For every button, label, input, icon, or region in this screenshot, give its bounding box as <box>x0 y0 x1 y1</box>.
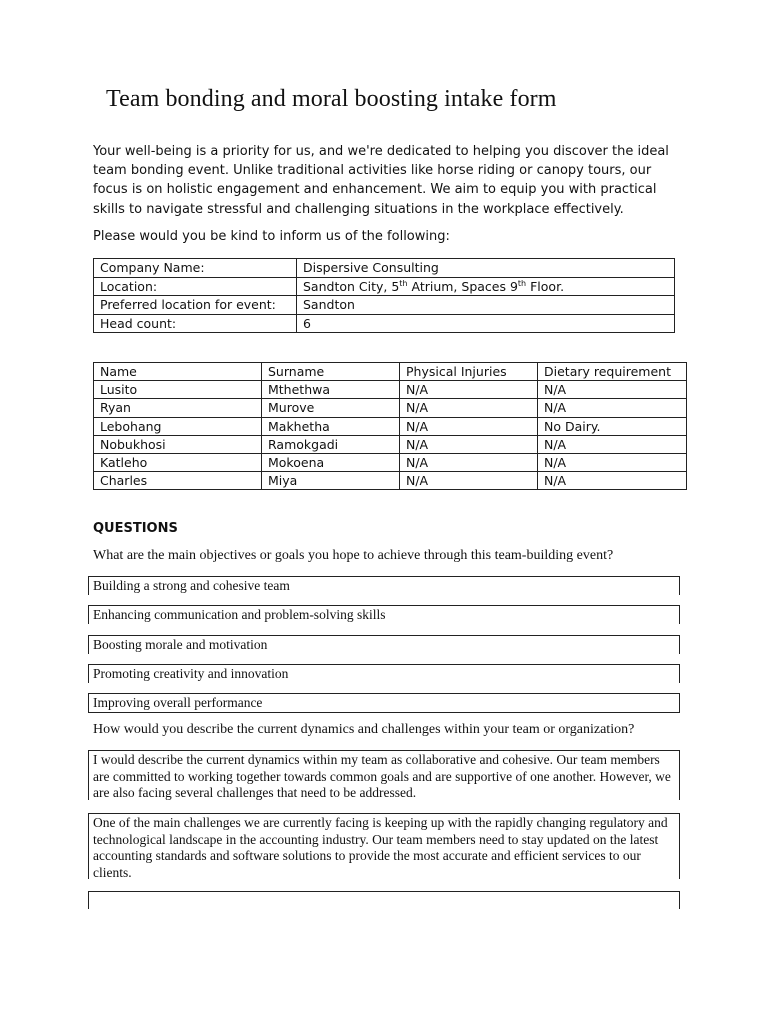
cell-injuries[interactable]: N/A <box>400 381 538 399</box>
cell-surname[interactable]: Ramokgadi <box>262 435 400 453</box>
location-text-b: Atrium, Spaces 9 <box>407 278 518 294</box>
table-row <box>94 472 687 490</box>
cell-dietary[interactable]: N/A <box>538 435 687 453</box>
dynamics-answer-box[interactable] <box>88 891 680 909</box>
question-objectives: What are the main objectives or goals you hope to achieve through this team-building event? <box>93 548 614 563</box>
cell-name[interactable]: Katleho <box>94 453 262 471</box>
cell-name[interactable]: Charles <box>94 472 262 490</box>
table-row <box>94 453 687 471</box>
dynamics-answer-box[interactable]: I would describe the current dynamics within my team as collaborative and cohesive. Our team members are committed to working together towards common goals and are supportive of one another. However, we are also facing several challenges that need to be addressed. <box>88 750 680 800</box>
table-row <box>94 417 687 435</box>
company-name-label: Company Name: <box>94 259 297 278</box>
table-header-row <box>94 363 687 381</box>
cell-dietary[interactable]: No Dairy. <box>538 417 687 435</box>
objective-answer-box[interactable]: Promoting creativity and innovation <box>88 664 680 683</box>
table-row <box>94 435 687 453</box>
attendees-table <box>93 362 687 490</box>
location-value[interactable] <box>297 277 675 296</box>
cell-name[interactable]: Lusito <box>94 381 262 399</box>
objective-answer-box[interactable]: Enhancing communication and problem-solving skills <box>88 605 680 624</box>
cell-name[interactable]: Lebohang <box>94 417 262 435</box>
table-row <box>94 381 687 399</box>
info-prompt: Please would you be kind to inform us of the following: <box>93 229 450 244</box>
form-title: Team bonding and moral boosting intake form <box>106 86 557 112</box>
objective-answer-box[interactable]: Building a strong and cohesive team <box>88 576 680 595</box>
objective-answer-box[interactable]: Boosting morale and motivation <box>88 635 680 654</box>
location-text-a: Sandton City, 5 <box>303 278 400 294</box>
cell-injuries[interactable]: N/A <box>400 417 538 435</box>
cell-surname[interactable]: Makhetha <box>262 417 400 435</box>
cell-dietary[interactable]: N/A <box>538 381 687 399</box>
questions-heading: QUESTIONS <box>93 521 178 536</box>
cell-injuries[interactable]: N/A <box>400 435 538 453</box>
preferred-location-label: Preferred location for event: <box>94 296 297 315</box>
cell-dietary[interactable]: N/A <box>538 453 687 471</box>
location-sup-1: th <box>399 278 408 288</box>
header-dietary-requirement: Dietary requirement <box>538 363 687 381</box>
location-label: Location: <box>94 277 297 296</box>
objective-answer-box[interactable]: Improving overall performance <box>88 693 680 713</box>
dynamics-answer-box[interactable]: One of the main challenges we are currently facing is keeping up with the rapidly changing regulatory and technological landscape in the accounting industry. Our team members need to stay updated on the latest accounting standards and software solutions to provide the most accurate and efficient services to our clients. <box>88 813 680 879</box>
cell-surname[interactable]: Mokoena <box>262 453 400 471</box>
location-text-c: Floor. <box>526 278 565 294</box>
head-count-value[interactable]: 6 <box>297 314 675 333</box>
location-sup-2: th <box>517 278 527 288</box>
cell-surname[interactable]: Miya <box>262 472 400 490</box>
cell-name[interactable]: Ryan <box>94 399 262 417</box>
company-name-value[interactable]: Dispersive Consulting <box>297 259 675 278</box>
head-count-label: Head count: <box>94 314 297 333</box>
cell-injuries[interactable]: N/A <box>400 453 538 471</box>
table-row <box>94 314 675 333</box>
intro-paragraph: Your well-being is a priority for us, and we're dedicated to helping you discover the ideal team bonding event. Unlike traditional activities like horse riding or canopy tours, our focus is on holistic engagement and enhancement. We aim to equip you with practical skills to navigate stressful and challenging situations in the workplace effectively. <box>93 144 669 217</box>
company-info-table <box>93 258 675 333</box>
table-row <box>94 296 675 315</box>
cell-dietary[interactable]: N/A <box>538 399 687 417</box>
table-row <box>94 277 675 296</box>
header-surname: Surname <box>262 363 400 381</box>
cell-surname[interactable]: Murove <box>262 399 400 417</box>
preferred-location-value[interactable]: Sandton <box>297 296 675 315</box>
table-row <box>94 259 675 278</box>
header-name: Name <box>94 363 262 381</box>
cell-injuries[interactable]: N/A <box>400 472 538 490</box>
header-physical-injuries: Physical Injuries <box>400 363 538 381</box>
question-dynamics: How would you describe the current dynamics and challenges within your team or organization? <box>93 722 635 737</box>
cell-dietary[interactable]: N/A <box>538 472 687 490</box>
cell-injuries[interactable]: N/A <box>400 399 538 417</box>
cell-name[interactable]: Nobukhosi <box>94 435 262 453</box>
cell-surname[interactable]: Mthethwa <box>262 381 400 399</box>
table-row <box>94 399 687 417</box>
